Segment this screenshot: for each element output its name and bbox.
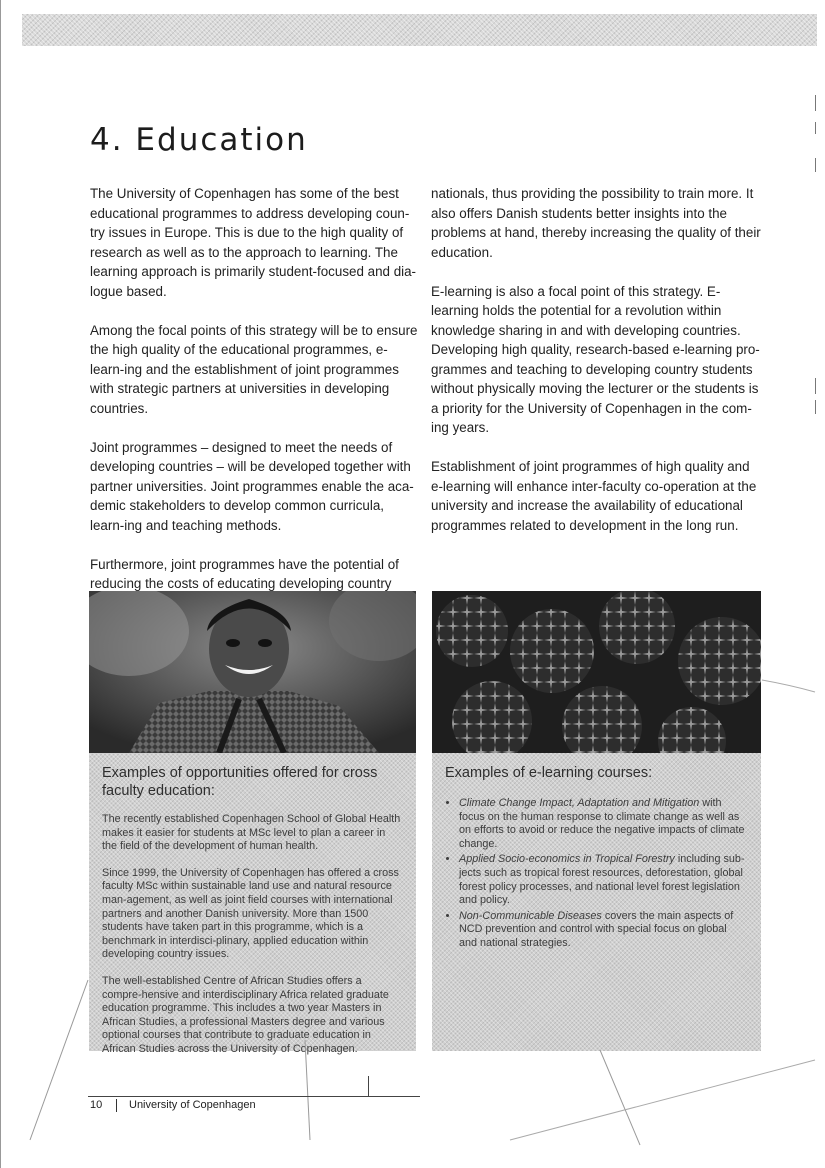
body-paragraph: Establishment of joint programmes of high quality and e-learning will enhance inter-faculty co-operation at the university and increase the availability of educational programmes related to development in the long run.	[431, 459, 757, 533]
course-name: Climate Change Impact, Adaptation and Mitigation	[459, 797, 700, 809]
box-body	[445, 797, 747, 953]
box-paragraph: The well-established Centre of African Studies offers a compre-hensive and interdisciplinary Africa related graduate education programme. This includes a two year Masters in African Studies, a professional Masters degree and various optional courses that contribute to graduate education in African Studies across the University of Copenhagen.	[102, 974, 389, 1055]
body-paragraph: E-learning is also a focal point of this strategy. E-learning holds the potential for a revolution within knowledge sharing in and with developing countries. Developing high quality, research-based e-learning pro-grammes and teaching to developing country students without physically moving the lecturer or the students is a priority for the University of Copenhagen in the com-ing years.	[431, 283, 760, 435]
scan-edge-line	[0, 0, 1, 1168]
scan-edge-line	[815, 95, 816, 111]
box-paragraph: The recently established Copenhagen School of Global Health makes it easier for students at MSc level to plan a career in the field of the development of human health.	[102, 813, 401, 853]
fruit-photo	[432, 591, 761, 753]
scan-edge-line	[815, 158, 816, 172]
body-column-left	[90, 184, 420, 613]
course-description: with focus on the human response to climate change as well as on efforts to avoid or reduce the negative impacts of climate change.	[459, 797, 745, 850]
header-band	[22, 14, 817, 46]
footer-organization: University of Copenhagen	[129, 1099, 256, 1111]
scan-edge-line	[815, 400, 816, 414]
body-paragraph: Joint programmes – designed to meet the needs of developing countries – will be developed together with partner universities. Joint programmes enable the aca-demic stakeholders to develop common curricula, learn-ing and teaching methods.	[90, 439, 414, 533]
scan-edge-line	[815, 122, 816, 134]
list-item	[459, 853, 747, 907]
body-paragraph: Furthermore, joint programmes have the potential of reducing the costs of educating developing country	[90, 556, 399, 591]
elearning-box	[432, 591, 761, 1051]
footer-rule	[88, 1096, 420, 1097]
body-paragraph: nationals, thus providing the possibility to train more. It also offers Danish students better insights into the problems at hand, thereby increasing the quality of their education.	[431, 186, 761, 260]
course-list	[445, 797, 747, 951]
body-paragraph: Among the focal points of this strategy will be to ensure the high quality of the educational programmes, e-learn-ing and the establishment of joint programmes with strategic partners at universities in developing countries.	[90, 322, 418, 416]
list-item	[459, 910, 747, 951]
scan-edge-line	[815, 378, 816, 394]
student-photo	[89, 591, 416, 753]
course-name: Non-Communicable Diseases	[459, 909, 602, 922]
smiling-child-image	[89, 591, 416, 753]
body-column-right	[431, 184, 761, 555]
footer-tick	[368, 1076, 369, 1096]
page-number: 10	[90, 1099, 103, 1111]
course-description: covers the main aspects of NCD prevention and control with special focus on global and national strategies.	[459, 909, 734, 949]
cross-faculty-box	[89, 591, 416, 1055]
box-paragraph: Since 1999, the University of Copenhagen has offered a cross faculty MSc within sustainable land use and natural resource man-agement, as well as joint field courses with international partners and another Danish university. More than 1500 students have taken part in this programme, which is a benchmark in interdisci-plinary, applied education within developing country issues.	[102, 866, 399, 961]
box-title: Examples of e-learning courses:	[445, 765, 653, 781]
box-title: Examples of opportunities offered for cross faculty education:	[102, 765, 378, 799]
footer-separator	[116, 1099, 117, 1112]
body-paragraph: The University of Copenhagen has some of the best educational programmes to address developing coun-try issues in Europe. This is due to the high quality of research as well as to the approach to learning. The learning approach is primarily student-focused and dia-logue based.	[90, 186, 417, 299]
course-description: including sub-jects such as tropical forest resources, deforestation, global forest policy processes, and national level forest legislation and policy.	[459, 853, 745, 907]
list-item	[459, 797, 747, 851]
box-body	[102, 813, 402, 1070]
section-heading: 4. Education	[90, 122, 308, 158]
course-name: Applied Socio-economics in Tropical Forestry	[459, 853, 675, 866]
rambutan-fruit-image	[432, 591, 761, 753]
